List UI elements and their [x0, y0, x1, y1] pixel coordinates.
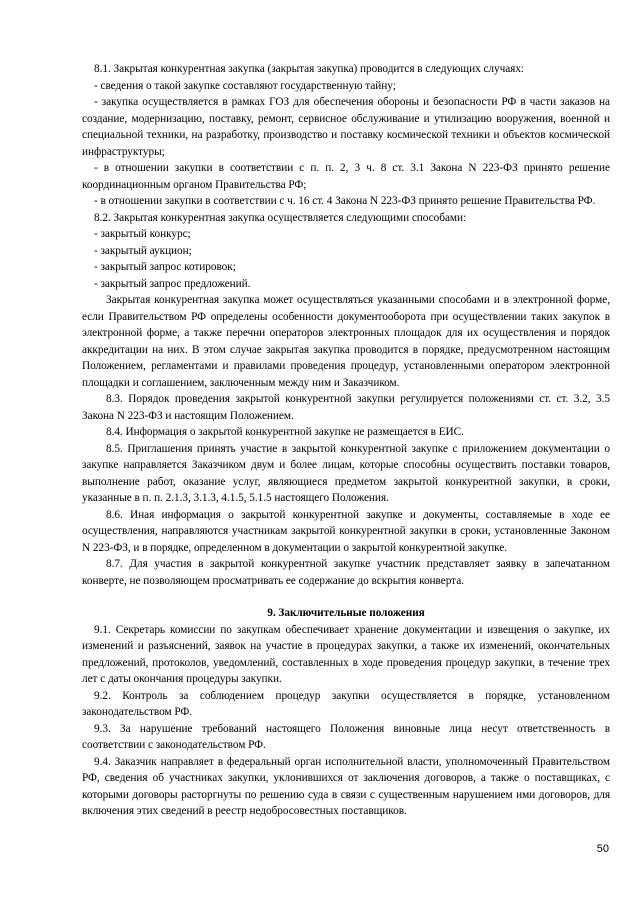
page-number: 50 [596, 843, 609, 855]
paragraph-9-4: 9.4. Заказчик направляет в федеральный орган исполнительной власти, уполномоченный Правительством РФ, сведения об участниках закупки, уклонившихся от заключения договоров, а также о поставщиках, с которыми договоры расторгнуты по решению суда в связи с существенным нарушением ими договоров, для включения этих сведений в реестр недобросовестных поставщиков. [82, 755, 610, 817]
paragraph-8-3: 8.3. Порядок проведения закрытой конкурентной закупки регулируется положениями ст. ст. 3.2, 3.5 Закона N 223-ФЗ и настоящим Положением. [82, 393, 610, 422]
list-item: - в отношении закупки в соответствии с п. п. 2, 3 ч. 8 ст. 3.1 Закона N 223-ФЗ принято решение координационным органом Правительства РФ; [82, 162, 610, 191]
list-item: - закрытый аукцион; [94, 244, 192, 257]
paragraph-8-5: 8.5. Приглашения принять участие в закрытой конкурентной закупке с приложением документации о закупке направляется Заказчиком двум и более лицам, которые способны осуществить поставки товаров, выполнение работ, оказание услуг, являющиеся предметом закрытой конкурентной закупки, в сроки, указанные в п. п. 2.1.3, 3.1.3, 4.1.5, 5.1.5 настоящего Положения. [82, 442, 610, 504]
list-item: - сведения о такой закупке составляют государственную тайну; [94, 79, 396, 92]
paragraph-electronic-form: Закрытая конкурентная закупка может осуществляться указанными способами и в электронной форме, если Правительством РФ определены особенности документооборота при осуществлении таких закупок в электронной форме, а также перечни операторов электронных площадок для их осуществления и порядок аккредитации на них. В этом случае закрытая закупка проводится в порядке, предусмотренном настоящим Положением, регламентами и правилами проведения процедур, установленными оператором электронной площадки и соглашением, заключенным между ним и Заказчиком. [82, 294, 610, 389]
list-item: - закрытый запрос предложений. [94, 277, 251, 290]
paragraph-9-1: 9.1. Секретарь комиссии по закупкам обеспечивает хранение документации и извещения о закупке, их изменений и разъяснений, заявок на участие в процедурах закупки, а также их изменений, окончательных предложений, протоколов, уведомлений, составленных в ходе проведения процедур закупки, в течение трех лет с даты окончания процедуры закупки. [82, 623, 610, 685]
paragraph-8-4: 8.4. Информация о закрытой конкурентной закупке не размещается в ЕИС. [106, 426, 464, 438]
list-item: - закрытый запрос котировок; [94, 261, 236, 273]
document-body [82, 61, 610, 820]
paragraph-9-3: 9.3. За нарушение требований настоящего Положения виновные лица несут ответственность в соответствии с законодательством РФ. [82, 722, 610, 751]
list-item: - закрытый конкурс; [94, 228, 191, 240]
section-heading: 9. Заключительные положения [267, 607, 425, 619]
paragraph-8-2: 8.2. Закрытая конкурентная закупка осуществляется следующими способами: [94, 211, 467, 224]
list-item: - в отношении закупки в соответствии с ч. 16 ст. 4 Закона N 223-ФЗ принято решение Правительства РФ. [94, 195, 596, 207]
section-spacer [82, 589, 610, 605]
paragraph-8-1: 8.1. Закрытая конкурентная закупка (закрытая закупка) проводится в следующих случаях: [94, 63, 525, 75]
paragraph-8-7: 8.7. Для участия в закрытой конкурентной закупке участник представляет заявку в запечатанном конверте, не позволяющем просматривать ее содержание до вскрытия конверта. [82, 558, 610, 587]
list-item: - закупка осуществляется в рамках ГОЗ для обеспечения обороны и безопасности РФ в части заказов на создание, модернизацию, поставку, ремонт, сервисное обслуживание и утилизацию вооружения, военной и специальной техники, на разработку, производство и поставку космической техники и объектов космической инфраструктуры; [82, 96, 610, 158]
paragraph-9-2: 9.2. Контроль за соблюдением процедур закупки осуществляется в порядке, установленном законодательством РФ. [82, 689, 610, 718]
paragraph-8-6: 8.6. Иная информация о закрытой конкурентной закупке и документы, составляемые в ходе ее осуществления, направляются участникам закрытой конкурентной закупки в сроки, установленные Законом N 223-ФЗ, и в порядке, определенном в документации о закрытой конкурентной закупке. [82, 508, 610, 554]
